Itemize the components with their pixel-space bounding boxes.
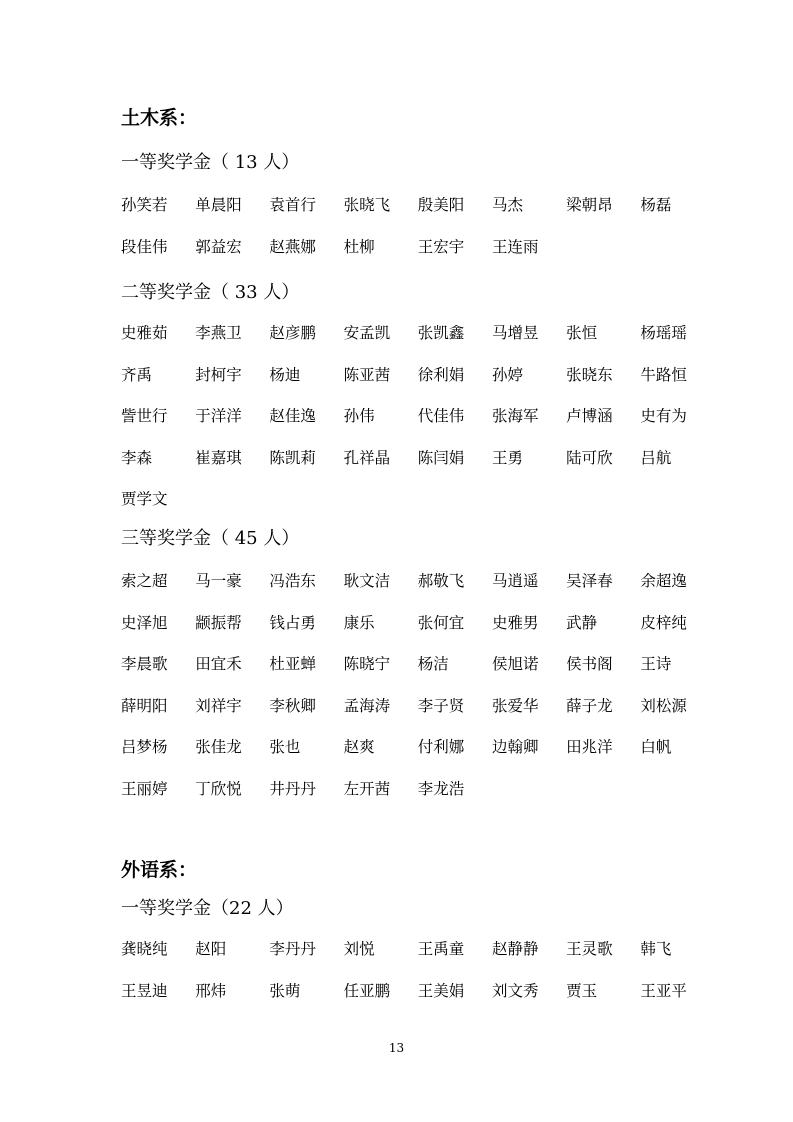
- student-name: 付利娜: [417, 738, 465, 756]
- name-row: [121, 778, 721, 820]
- name-row: [121, 653, 721, 695]
- student-name: 耿文洁: [343, 572, 391, 590]
- student-name: 赵爽: [343, 738, 375, 756]
- student-name: 薛明阳: [121, 696, 168, 715]
- name-grid-civil-third: [121, 570, 721, 819]
- student-name: 陈闫娟: [417, 448, 465, 467]
- student-name: 赵静静: [491, 940, 539, 958]
- student-name: 刘悦: [343, 940, 375, 958]
- student-name: 吕航: [640, 448, 672, 467]
- student-name: 贾玉: [566, 981, 598, 1000]
- student-name: 于洋洋: [195, 407, 242, 425]
- student-name: 王昱迪: [121, 981, 168, 1000]
- student-name: 王丽婷: [121, 779, 168, 798]
- student-name: 代佳伟: [417, 407, 465, 425]
- student-name: 王美娟: [417, 981, 465, 1000]
- name-row: [121, 364, 721, 406]
- student-name: 邢炜: [195, 981, 227, 1000]
- student-name: 殷美阳: [417, 196, 465, 214]
- student-name: 陈凯莉: [269, 448, 316, 467]
- student-name: 杨洁: [417, 655, 449, 673]
- student-name: 安孟凯: [343, 324, 391, 342]
- student-name: 封柯宇: [195, 365, 242, 384]
- student-name: 赵佳逸: [269, 407, 316, 425]
- student-name: 侯书阁: [566, 655, 613, 673]
- student-name: 侯旭诺: [491, 655, 539, 673]
- student-name: 张海军: [491, 407, 539, 425]
- award-title-foreign-first: 一等奖学金（22 人）: [121, 898, 294, 919]
- student-name: 孔祥晶: [343, 448, 391, 467]
- name-grid-civil-first: [121, 194, 721, 277]
- student-name: 冯浩东: [269, 572, 316, 590]
- student-name: 丁欣悦: [195, 779, 242, 798]
- student-name: 索之超: [121, 572, 168, 590]
- student-name: 李龙浩: [417, 779, 465, 798]
- student-name: 余超逸: [640, 572, 687, 590]
- student-name: 杨瑶瑶: [640, 324, 687, 342]
- student-name: 赵彦鹏: [269, 324, 316, 342]
- department-heading-foreign-languages: 外语系：: [121, 859, 198, 881]
- student-name: 李丹丹: [269, 940, 316, 958]
- student-name: 梁朝昂: [566, 196, 613, 214]
- name-row: [121, 736, 721, 778]
- student-name: 陈亚茜: [343, 365, 391, 384]
- student-name: 田兆洋: [566, 738, 613, 756]
- student-name: 李子贤: [417, 696, 465, 715]
- student-name: 皮梓纯: [640, 613, 687, 632]
- student-name: 吴泽春: [566, 572, 613, 590]
- student-name: 张爱华: [491, 696, 539, 715]
- student-name: 龚晓纯: [121, 940, 168, 958]
- student-name: 颛振帮: [195, 613, 242, 632]
- student-name: 赵燕娜: [269, 237, 316, 256]
- name-row: [121, 938, 721, 980]
- student-name: 齐禹: [121, 365, 153, 384]
- student-name: 边翰卿: [491, 738, 539, 756]
- student-name: 李森: [121, 448, 153, 467]
- student-name: 李晨歌: [121, 655, 168, 673]
- student-name: 王宏宇: [417, 237, 465, 256]
- name-row: [121, 612, 721, 654]
- student-name: 王禹童: [417, 940, 465, 958]
- page-number: 13: [388, 1041, 405, 1055]
- student-name: 韩飞: [640, 940, 672, 958]
- student-name: 訾世行: [121, 407, 168, 425]
- student-name: 马一豪: [195, 572, 242, 590]
- student-name: 钱占勇: [269, 613, 316, 632]
- student-name: 卢博涵: [566, 407, 613, 425]
- name-row: [121, 236, 721, 278]
- student-name: 王诗: [640, 655, 672, 673]
- student-name: 赵阳: [195, 940, 227, 958]
- student-name: 张恒: [566, 324, 598, 342]
- student-name: 杨迪: [269, 365, 301, 384]
- student-name: 段佳伟: [121, 237, 168, 256]
- name-row: [121, 447, 721, 489]
- name-row: [121, 980, 721, 1022]
- student-name: 孙笑若: [121, 196, 168, 214]
- student-name: 康乐: [343, 613, 375, 632]
- name-row: [121, 695, 721, 737]
- student-name: 吕梦杨: [121, 738, 168, 756]
- name-grid-foreign-first: [121, 938, 721, 1021]
- name-row: [121, 570, 721, 612]
- student-name: 薛子龙: [566, 696, 613, 715]
- student-name: 贾学文: [121, 490, 168, 508]
- student-name: 杜亚蝉: [269, 655, 316, 673]
- student-name: 刘文秀: [491, 981, 539, 1000]
- student-name: 田宜禾: [195, 655, 242, 673]
- student-name: 刘松源: [640, 696, 687, 715]
- student-name: 孙伟: [343, 407, 375, 425]
- student-name: 史雅茹: [121, 324, 168, 342]
- student-name: 郝敬飞: [417, 572, 465, 590]
- student-name: 史泽旭: [121, 613, 168, 632]
- student-name: 刘祥宇: [195, 696, 242, 715]
- student-name: 杨磊: [640, 196, 672, 214]
- student-name: 武静: [566, 613, 598, 632]
- student-name: 王灵歌: [566, 940, 613, 958]
- student-name: 史雅男: [491, 613, 539, 632]
- student-name: 张也: [269, 738, 301, 756]
- student-name: 张晓东: [566, 365, 613, 384]
- name-row: [121, 194, 721, 236]
- student-name: 孟海涛: [343, 696, 391, 715]
- student-name: 孙婷: [491, 365, 523, 384]
- student-name: 李秋卿: [269, 696, 316, 715]
- student-name: 杜柳: [343, 237, 375, 256]
- student-name: 白帆: [640, 738, 672, 756]
- student-name: 崔嘉琪: [195, 448, 242, 467]
- student-name: 张晓飞: [343, 196, 391, 214]
- student-name: 马逍遥: [491, 572, 539, 590]
- student-name: 陈晓宁: [343, 655, 391, 673]
- student-name: 井丹丹: [269, 779, 316, 798]
- student-name: 徐利娟: [417, 365, 465, 384]
- department-heading-civil: 土木系：: [121, 107, 198, 129]
- student-name: 李燕卫: [195, 324, 242, 342]
- student-name: 王亚平: [640, 981, 687, 1000]
- award-title-civil-first: 一等奖学金（ 13 人）: [121, 152, 300, 173]
- name-row: [121, 405, 721, 447]
- student-name: 陆可欣: [566, 448, 613, 467]
- student-name: 张萌: [269, 981, 301, 1000]
- student-name: 马杰: [491, 196, 523, 214]
- student-name: 郭益宏: [195, 237, 242, 256]
- student-name: 牛路恒: [640, 365, 687, 384]
- student-name: 史有为: [640, 407, 687, 425]
- student-name: 王连雨: [491, 237, 539, 256]
- student-name: 单晨阳: [195, 196, 242, 214]
- student-name: 马增昱: [491, 324, 539, 342]
- award-title-civil-second: 二等奖学金（ 33 人）: [121, 282, 300, 303]
- name-row: [121, 488, 721, 530]
- student-name: 左开茜: [343, 779, 391, 798]
- student-name: 张何宜: [417, 613, 465, 632]
- student-name: 张凯鑫: [417, 324, 465, 342]
- name-grid-civil-second: [121, 322, 721, 530]
- student-name: 张佳龙: [195, 738, 242, 756]
- student-name: 袁首行: [269, 196, 316, 214]
- name-row: [121, 322, 721, 364]
- student-name: 任亚鹏: [343, 981, 391, 1000]
- student-name: 王勇: [491, 448, 523, 467]
- award-title-civil-third: 三等奖学金（ 45 人）: [121, 528, 300, 549]
